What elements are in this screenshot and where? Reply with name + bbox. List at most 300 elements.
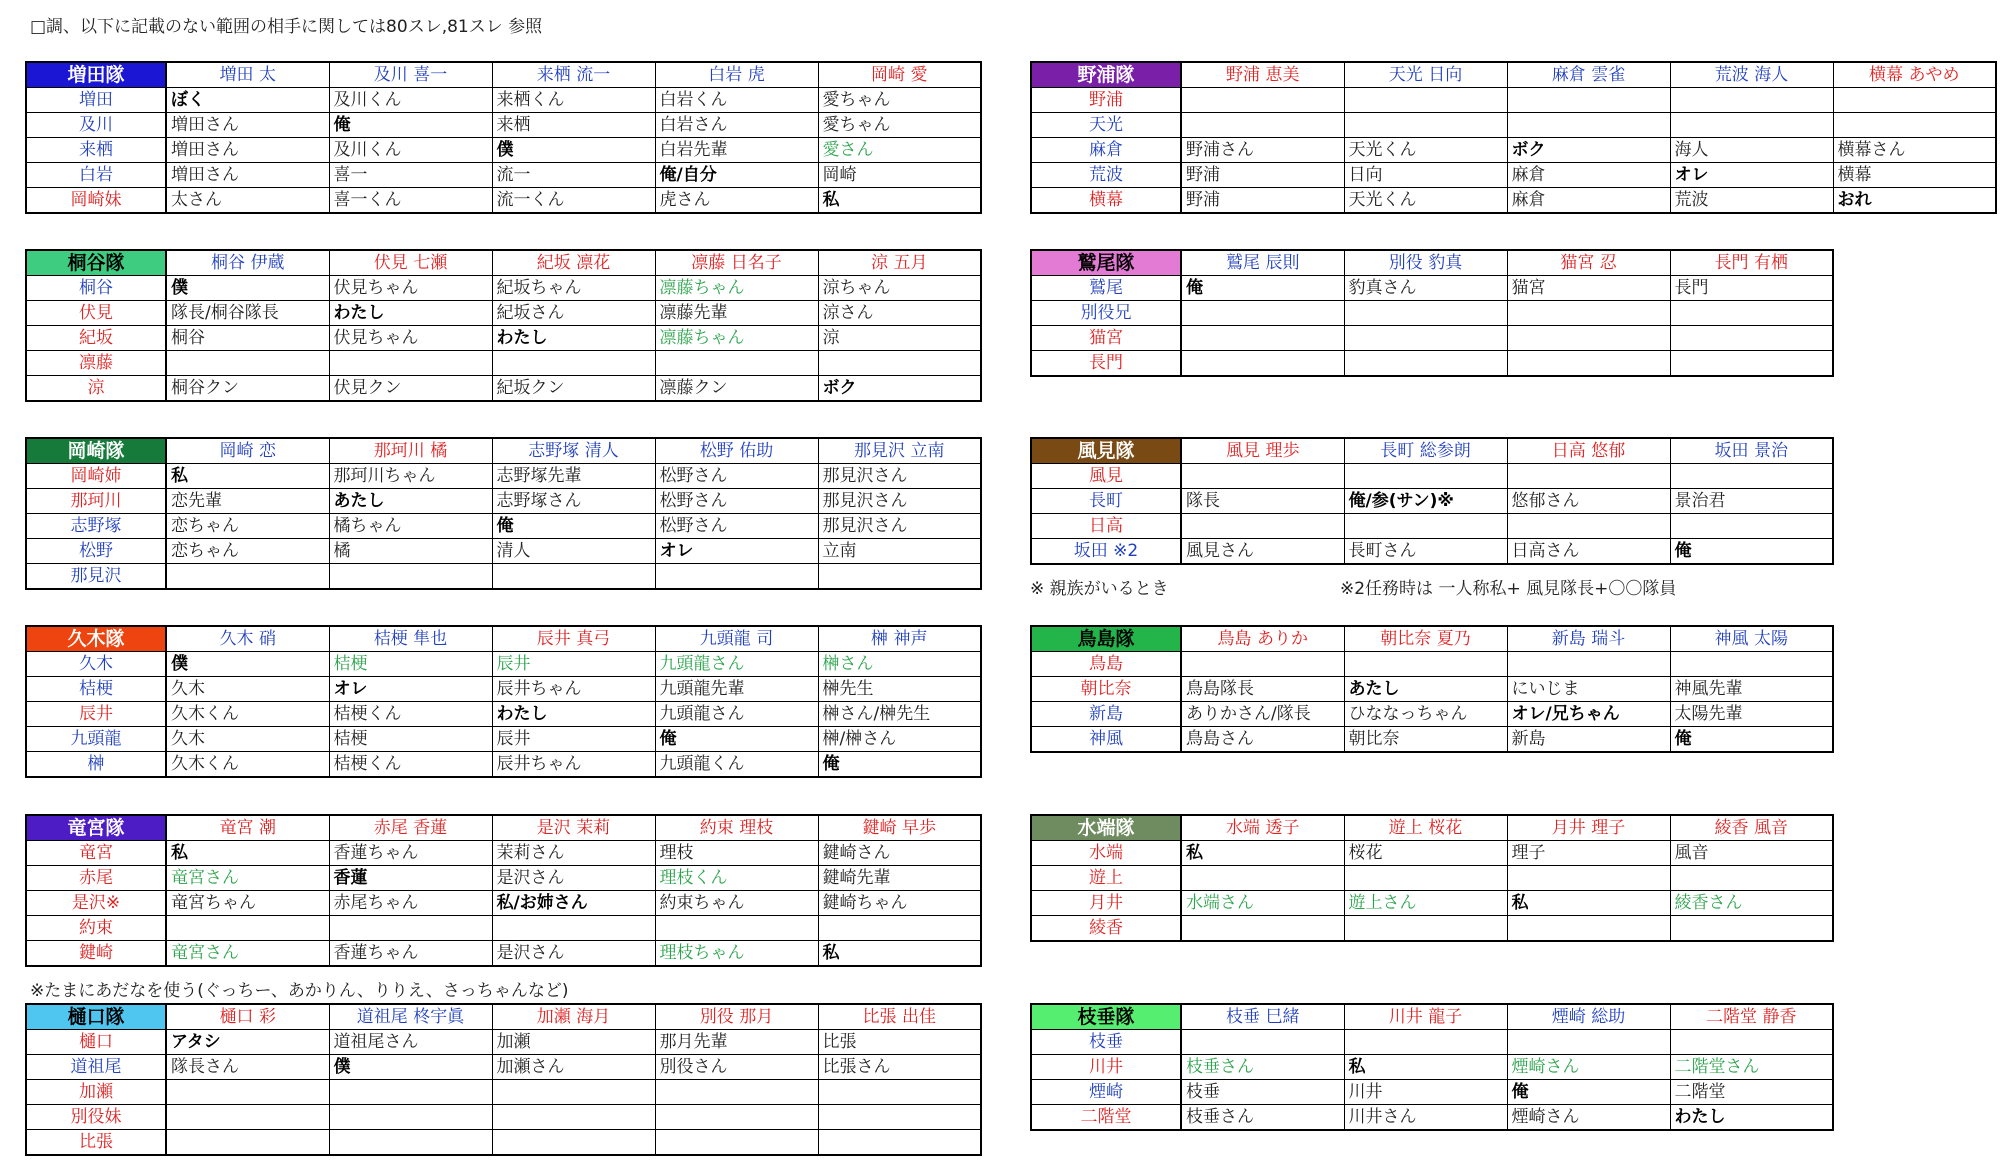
address-cell: あたし: [1344, 677, 1507, 702]
speaker-name-cell: 荒波: [1031, 163, 1181, 188]
address-cell: 鍵崎ちゃん: [818, 891, 981, 916]
speaker-name-cell: 枝垂: [1031, 1030, 1181, 1055]
address-cell: オレ/兄ちゃん: [1507, 702, 1670, 727]
address-cell: おれ: [1833, 188, 1996, 214]
member-header-cell: 麻倉 雲雀: [1507, 62, 1670, 88]
address-cell: 清人: [492, 539, 655, 564]
address-cell: [1181, 916, 1344, 942]
address-cell: [329, 1130, 492, 1156]
speaker-name-cell: 九頭龍: [26, 727, 166, 752]
address-cell: [1181, 464, 1344, 489]
table-row: [26, 326, 981, 351]
address-cell: 松野さん: [655, 464, 818, 489]
address-cell: [1670, 301, 1833, 326]
address-cell: 隊長/桐谷隊長: [166, 301, 329, 326]
table-row: [26, 1080, 981, 1105]
address-cell: 遊上さん: [1344, 891, 1507, 916]
table-row: [1031, 351, 1833, 377]
speaker-name-cell: 綾香: [1031, 916, 1181, 942]
address-cell: 流一くん: [492, 188, 655, 214]
address-cell: [1507, 351, 1670, 377]
speaker-name-cell: 約束: [26, 916, 166, 941]
address-cell: 恋ちゃん: [166, 539, 329, 564]
address-cell: 日高さん: [1507, 539, 1670, 565]
member-header-cell: 遊上 桜花: [1344, 815, 1507, 841]
address-cell: [655, 1080, 818, 1105]
address-cell: 松野さん: [655, 514, 818, 539]
address-cell: [818, 1130, 981, 1156]
speaker-name-cell: 加瀬: [26, 1080, 166, 1105]
table-row: [26, 351, 981, 376]
address-cell: 橘: [329, 539, 492, 564]
address-cell: 涼ちゃん: [818, 276, 981, 301]
address-cell: [492, 564, 655, 590]
address-cell: 荒波: [1670, 188, 1833, 214]
address-cell: [1507, 301, 1670, 326]
table-row: [26, 301, 981, 326]
address-cell: 久木くん: [166, 702, 329, 727]
address-cell: 是沢さん: [492, 941, 655, 967]
address-cell: [655, 351, 818, 376]
address-cell: 悠郁さん: [1507, 489, 1670, 514]
team-name-cell: 樋口隊: [26, 1004, 166, 1030]
address-cell: [818, 1105, 981, 1130]
name-table-10: [1030, 814, 1834, 942]
address-cell: 愛ちゃん: [818, 88, 981, 113]
address-cell: 比張: [818, 1030, 981, 1055]
address-cell: 喜一くん: [329, 188, 492, 214]
address-cell: 僕: [166, 276, 329, 301]
address-cell: 川井さん: [1344, 1105, 1507, 1131]
name-table-4: [25, 814, 982, 967]
name-table-11: [1030, 1003, 1834, 1131]
address-cell: 二階堂さん: [1670, 1055, 1833, 1080]
table-row: [1031, 1080, 1833, 1105]
address-cell: 太さん: [166, 188, 329, 214]
address-cell: オレ: [655, 539, 818, 564]
address-cell: 九頭龍さん: [655, 652, 818, 677]
address-cell: ぼく: [166, 88, 329, 113]
address-cell: 枝垂さん: [1181, 1105, 1344, 1131]
address-cell: アタシ: [166, 1030, 329, 1055]
team-name-cell: 水端隊: [1031, 815, 1181, 841]
team-name-cell: 鳥島隊: [1031, 626, 1181, 652]
address-cell: [166, 1080, 329, 1105]
address-cell: 伏見クン: [329, 376, 492, 402]
speaker-name-cell: 別役兄: [1031, 301, 1181, 326]
table-row: [1031, 301, 1833, 326]
member-header-cell: 別役 豹真: [1344, 250, 1507, 276]
address-cell: [166, 1130, 329, 1156]
address-cell: 野浦: [1181, 188, 1344, 214]
address-cell: 茉莉さん: [492, 841, 655, 866]
table-row: [1031, 489, 1833, 514]
table-row: [26, 88, 981, 113]
table-row: [26, 113, 981, 138]
table-row: [1031, 88, 1996, 113]
member-header-cell: 那見沢 立南: [818, 438, 981, 464]
address-cell: 横幕: [1833, 163, 1996, 188]
member-header-cell: 荒波 海人: [1670, 62, 1833, 88]
table-row: [1031, 1105, 1833, 1131]
address-cell: 香蓮ちゃん: [329, 841, 492, 866]
table-row: [26, 514, 981, 539]
address-cell: 松野さん: [655, 489, 818, 514]
speaker-name-cell: 白岩: [26, 163, 166, 188]
member-header-cell: 涼 五月: [818, 250, 981, 276]
address-cell: 枝垂さん: [1181, 1055, 1344, 1080]
address-cell: 久木: [166, 727, 329, 752]
member-header-cell: 水端 透子: [1181, 815, 1344, 841]
address-cell: [1344, 113, 1507, 138]
speaker-name-cell: 新島: [1031, 702, 1181, 727]
table-row: [26, 916, 981, 941]
member-header-cell: 鷲尾 辰則: [1181, 250, 1344, 276]
table-row: [26, 1105, 981, 1130]
address-cell: 志野塚先輩: [492, 464, 655, 489]
address-cell: [818, 351, 981, 376]
address-cell: 那見沢さん: [818, 464, 981, 489]
address-cell: わたし: [1670, 1105, 1833, 1131]
speaker-name-cell: 凛藤: [26, 351, 166, 376]
member-header-cell: 紀坂 凛花: [492, 250, 655, 276]
address-cell: あたし: [329, 489, 492, 514]
member-header-cell: 伏見 七瀬: [329, 250, 492, 276]
address-cell: 天光くん: [1344, 138, 1507, 163]
address-cell: 水端さん: [1181, 891, 1344, 916]
address-cell: 俺: [492, 514, 655, 539]
table-row: [26, 138, 981, 163]
speaker-name-cell: 岡崎妹: [26, 188, 166, 214]
table-row: [1031, 326, 1833, 351]
address-cell: わたし: [492, 702, 655, 727]
address-cell: 俺/自分: [655, 163, 818, 188]
table-row: [26, 376, 981, 402]
address-cell: 竜宮ちゃん: [166, 891, 329, 916]
address-cell: [1670, 866, 1833, 891]
address-cell: [1507, 652, 1670, 677]
speaker-name-cell: 紀坂: [26, 326, 166, 351]
speaker-name-cell: 日高: [1031, 514, 1181, 539]
address-cell: [1181, 866, 1344, 891]
address-cell: 私: [818, 941, 981, 967]
name-table-2: [25, 437, 982, 590]
address-cell: [1344, 351, 1507, 377]
address-cell: 野浦: [1181, 163, 1344, 188]
address-cell: [818, 1080, 981, 1105]
address-cell: [1833, 88, 1996, 113]
address-cell: 及川くん: [329, 88, 492, 113]
speaker-name-cell: 涼: [26, 376, 166, 402]
address-cell: [1507, 88, 1670, 113]
note-mission: ※2任務時は 一人称私+ 風見隊長+〇〇隊員: [1340, 579, 1677, 599]
speaker-name-cell: 煙崎: [1031, 1080, 1181, 1105]
address-cell: 鳥島さん: [1181, 727, 1344, 753]
member-header-cell: 桔梗 隼也: [329, 626, 492, 652]
address-cell: 増田さん: [166, 113, 329, 138]
member-header-cell: 那珂川 橘: [329, 438, 492, 464]
address-cell: 涼: [818, 326, 981, 351]
address-cell: 枝垂: [1181, 1080, 1344, 1105]
address-cell: [1670, 916, 1833, 942]
address-cell: 僕: [329, 1055, 492, 1080]
speaker-name-cell: 桐谷: [26, 276, 166, 301]
address-cell: [329, 1105, 492, 1130]
address-cell: 凛藤ちゃん: [655, 326, 818, 351]
address-cell: [166, 351, 329, 376]
address-cell: [655, 1130, 818, 1156]
team-name-cell: 野浦隊: [1031, 62, 1181, 88]
address-cell: [1670, 113, 1833, 138]
member-header-cell: 煙崎 総助: [1507, 1004, 1670, 1030]
address-cell: 猫宮: [1507, 276, 1670, 301]
address-cell: 加瀬さん: [492, 1055, 655, 1080]
address-cell: [1181, 514, 1344, 539]
speaker-name-cell: 増田: [26, 88, 166, 113]
member-header-cell: 鳥島 ありか: [1181, 626, 1344, 652]
table-row: [26, 1030, 981, 1055]
address-cell: 鍵崎先輩: [818, 866, 981, 891]
address-cell: [1181, 88, 1344, 113]
speaker-name-cell: 是沢※: [26, 891, 166, 916]
address-cell: 二階堂: [1670, 1080, 1833, 1105]
address-cell: 桐谷クン: [166, 376, 329, 402]
name-table-8: [1030, 437, 1834, 565]
address-cell: 赤尾ちゃん: [329, 891, 492, 916]
speaker-name-cell: 二階堂: [1031, 1105, 1181, 1131]
address-cell: 俺: [1670, 727, 1833, 753]
address-cell: [1670, 351, 1833, 377]
address-cell: [1344, 916, 1507, 942]
speaker-name-cell: 鷲尾: [1031, 276, 1181, 301]
table-row: [1031, 514, 1833, 539]
speaker-name-cell: 水端: [1031, 841, 1181, 866]
address-cell: 俺: [1181, 276, 1344, 301]
address-cell: [492, 916, 655, 941]
address-cell: 桔梗くん: [329, 702, 492, 727]
address-cell: [1507, 866, 1670, 891]
speaker-name-cell: 桔梗: [26, 677, 166, 702]
page-title: □調、以下に記載のない範囲の相手に関しては80スレ,81スレ 参照: [30, 17, 543, 37]
address-cell: [1670, 326, 1833, 351]
address-cell: 志野塚さん: [492, 489, 655, 514]
table-row: [1031, 841, 1833, 866]
member-header-cell: 別役 那月: [655, 1004, 818, 1030]
address-cell: [655, 916, 818, 941]
table-row: [26, 727, 981, 752]
table-row: [1031, 1055, 1833, 1080]
name-table-3: [25, 625, 982, 778]
address-cell: [1181, 326, 1344, 351]
address-cell: 俺: [655, 727, 818, 752]
address-cell: 辰井: [492, 652, 655, 677]
address-cell: 伏見ちゃん: [329, 276, 492, 301]
address-cell: [1507, 514, 1670, 539]
team-name-cell: 枝垂隊: [1031, 1004, 1181, 1030]
team-name-cell: 竜宮隊: [26, 815, 166, 841]
member-header-cell: 赤尾 香蓮: [329, 815, 492, 841]
address-cell: 涼さん: [818, 301, 981, 326]
address-cell: 桔梗: [329, 652, 492, 677]
member-header-cell: 樋口 彩: [166, 1004, 329, 1030]
speaker-name-cell: 長門: [1031, 351, 1181, 377]
address-cell: [166, 1105, 329, 1130]
address-cell: [166, 564, 329, 590]
address-cell: 道祖尾さん: [329, 1030, 492, 1055]
address-cell: [329, 351, 492, 376]
address-cell: [818, 564, 981, 590]
speaker-name-cell: 横幕: [1031, 188, 1181, 214]
speaker-name-cell: 天光: [1031, 113, 1181, 138]
name-table-5: [25, 1003, 982, 1156]
speaker-name-cell: 志野塚: [26, 514, 166, 539]
table-row: [26, 489, 981, 514]
address-cell: 那月先輩: [655, 1030, 818, 1055]
address-cell: [1181, 301, 1344, 326]
address-cell: [1833, 113, 1996, 138]
table-row: [26, 891, 981, 916]
address-cell: 榊さん/榊先生: [818, 702, 981, 727]
speaker-name-cell: 鳥島: [1031, 652, 1181, 677]
address-cell: 俺: [329, 113, 492, 138]
address-cell: [1344, 326, 1507, 351]
table-row: [1031, 891, 1833, 916]
address-cell: 橘ちゃん: [329, 514, 492, 539]
member-header-cell: 鍵崎 早歩: [818, 815, 981, 841]
address-cell: 綾香さん: [1670, 891, 1833, 916]
address-cell: 及川くん: [329, 138, 492, 163]
address-cell: 是沢さん: [492, 866, 655, 891]
address-cell: 私: [818, 188, 981, 214]
address-cell: 紀坂クン: [492, 376, 655, 402]
table-row: [26, 276, 981, 301]
address-cell: [1344, 88, 1507, 113]
member-header-cell: 朝比奈 夏乃: [1344, 626, 1507, 652]
address-cell: [166, 916, 329, 941]
table-row: [1031, 163, 1996, 188]
address-cell: 増田さん: [166, 163, 329, 188]
address-cell: 鳥島隊長: [1181, 677, 1344, 702]
table-row: [26, 702, 981, 727]
table-row: [26, 163, 981, 188]
address-cell: ありかさん/隊長: [1181, 702, 1344, 727]
address-cell: 辰井ちゃん: [492, 752, 655, 778]
team-name-cell: 桐谷隊: [26, 250, 166, 276]
address-cell: にいじま: [1507, 677, 1670, 702]
member-header-cell: 九頭龍 司: [655, 626, 818, 652]
address-cell: 俺: [818, 752, 981, 778]
address-cell: [1344, 1030, 1507, 1055]
member-header-cell: 神風 太陽: [1670, 626, 1833, 652]
member-header-cell: 枝垂 巳緒: [1181, 1004, 1344, 1030]
address-cell: 九頭龍さん: [655, 702, 818, 727]
member-header-cell: 辰井 真弓: [492, 626, 655, 652]
address-cell: [1670, 514, 1833, 539]
address-cell: 煙崎さん: [1507, 1055, 1670, 1080]
speaker-name-cell: 及川: [26, 113, 166, 138]
table-row: [1031, 138, 1996, 163]
speaker-name-cell: 赤尾: [26, 866, 166, 891]
member-header-cell: 岡崎 恋: [166, 438, 329, 464]
address-cell: [492, 351, 655, 376]
table-row: [1031, 188, 1996, 214]
address-cell: 流一: [492, 163, 655, 188]
address-cell: 伏見ちゃん: [329, 326, 492, 351]
address-cell: 理枝くん: [655, 866, 818, 891]
address-cell: 那見沢さん: [818, 489, 981, 514]
table-row: [26, 866, 981, 891]
address-cell: 麻倉: [1507, 163, 1670, 188]
address-cell: 辰井: [492, 727, 655, 752]
address-cell: [655, 1105, 818, 1130]
member-header-cell: 道祖尾 柊宇眞: [329, 1004, 492, 1030]
address-cell: 理枝: [655, 841, 818, 866]
address-cell: [1670, 652, 1833, 677]
speaker-name-cell: 朝比奈: [1031, 677, 1181, 702]
address-cell: 来栖くん: [492, 88, 655, 113]
address-cell: 恋先輩: [166, 489, 329, 514]
address-cell: 日向: [1344, 163, 1507, 188]
speaker-name-cell: 月井: [1031, 891, 1181, 916]
address-cell: 桐谷: [166, 326, 329, 351]
member-header-cell: 凛藤 日名子: [655, 250, 818, 276]
speaker-name-cell: 風見: [1031, 464, 1181, 489]
address-cell: 海人: [1670, 138, 1833, 163]
address-cell: 私: [1344, 1055, 1507, 1080]
address-cell: [492, 1080, 655, 1105]
address-cell: ボク: [1507, 138, 1670, 163]
note-relatives: ※ 親族がいるとき: [1030, 579, 1169, 599]
member-header-cell: 久木 硝: [166, 626, 329, 652]
address-cell: 紀坂さん: [492, 301, 655, 326]
address-cell: 長門: [1670, 276, 1833, 301]
address-cell: 私: [1181, 841, 1344, 866]
member-header-cell: 二階堂 静香: [1670, 1004, 1833, 1030]
address-cell: 榊さん: [818, 652, 981, 677]
address-cell: 比張さん: [818, 1055, 981, 1080]
address-cell: [1507, 916, 1670, 942]
table-row: [1031, 702, 1833, 727]
table-row: [26, 564, 981, 590]
member-header-cell: 長門 有栖: [1670, 250, 1833, 276]
address-cell: 虎さん: [655, 188, 818, 214]
address-cell: 増田さん: [166, 138, 329, 163]
address-cell: 私: [166, 841, 329, 866]
team-name-cell: 鷲尾隊: [1031, 250, 1181, 276]
address-cell: オレ: [329, 677, 492, 702]
address-cell: [1181, 652, 1344, 677]
member-header-cell: 綾香 風音: [1670, 815, 1833, 841]
table-row: [26, 1130, 981, 1156]
address-cell: 九頭龍先輩: [655, 677, 818, 702]
address-cell: [1670, 464, 1833, 489]
speaker-name-cell: 竜宮: [26, 841, 166, 866]
address-cell: 桜花: [1344, 841, 1507, 866]
address-cell: [1181, 113, 1344, 138]
speaker-name-cell: 辰井: [26, 702, 166, 727]
table-row: [26, 1055, 981, 1080]
address-cell: 約束ちゃん: [655, 891, 818, 916]
address-cell: 白岩先輩: [655, 138, 818, 163]
address-cell: [1507, 326, 1670, 351]
member-header-cell: 是沢 茉莉: [492, 815, 655, 841]
address-cell: [1344, 866, 1507, 891]
speaker-name-cell: 坂田 ※2: [1031, 539, 1181, 565]
address-cell: [329, 564, 492, 590]
address-cell: 凛藤クン: [655, 376, 818, 402]
address-cell: 景治君: [1670, 489, 1833, 514]
address-cell: わたし: [329, 301, 492, 326]
